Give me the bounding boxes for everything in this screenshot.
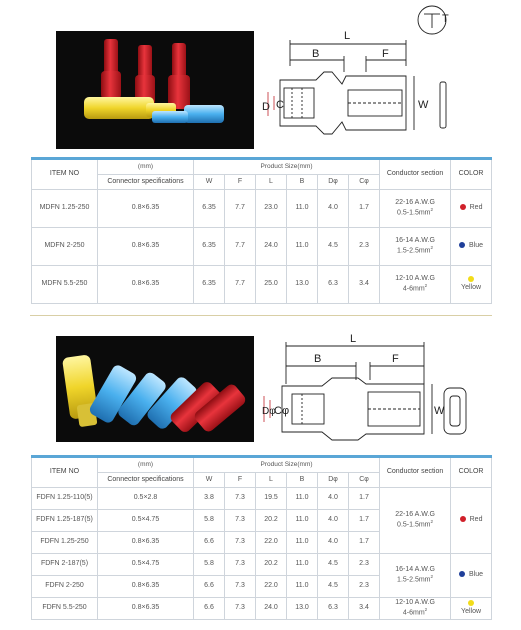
cell-W: 6.35 (194, 190, 225, 228)
cell-item: MDFN 2-250 (32, 228, 98, 266)
cell-Cphi: 1.7 (349, 190, 380, 228)
cell-B: 11.0 (287, 488, 318, 510)
dim-W: W (418, 99, 429, 111)
header-L: L (256, 175, 287, 190)
cell-conductor (380, 598, 451, 620)
cell-Dphi: 4.0 (318, 532, 349, 554)
header-B: B (287, 473, 318, 488)
header-product-size: Product Size(mm) (194, 159, 380, 175)
dim-L: L (350, 333, 357, 345)
cell-F: 7.7 (225, 190, 256, 228)
header-mm: (mm) (98, 159, 194, 175)
table-row (32, 190, 492, 228)
header-F: F (225, 473, 256, 488)
female-terminals-image (56, 336, 254, 442)
color-label: Blue (469, 571, 484, 579)
cell-W: 6.35 (194, 266, 225, 304)
header-item-no: ITEM NO (32, 457, 98, 488)
blue-dot-icon (459, 571, 465, 577)
cell-Cphi: 1.7 (349, 510, 380, 532)
dim-D: D (262, 101, 270, 113)
header-Cphi: Cφ (349, 175, 380, 190)
cell-L: 24.0 (256, 228, 287, 266)
awg-text: 16-14 A.W.G (395, 565, 435, 573)
awg-text: 22-16 A.W.G (395, 198, 435, 206)
table-row (32, 488, 492, 510)
product-photo-female (56, 336, 254, 442)
awg-text: 12-10 A.W.G (395, 274, 435, 282)
cell-conductor (380, 266, 451, 304)
cell-F: 7.3 (225, 576, 256, 598)
header-product-size: Product Size(mm) (194, 457, 380, 473)
cell-W: 3.8 (194, 488, 225, 510)
cell-Dphi: 4.0 (318, 190, 349, 228)
cell-W: 5.8 (194, 554, 225, 576)
header-Cphi: Cφ (349, 473, 380, 488)
color-label: Yellow (461, 284, 482, 292)
cell-F: 7.3 (225, 488, 256, 510)
cell-Dphi: 4.0 (318, 488, 349, 510)
cell-Cphi: 1.7 (349, 488, 380, 510)
cell-conn: 0.8×6.35 (98, 532, 194, 554)
cell-B: 13.0 (287, 598, 318, 620)
dim-B: B (312, 48, 320, 60)
cell-conn: 0.5×4.75 (98, 554, 194, 576)
cell-W: 6.6 (194, 598, 225, 620)
section-text: $4-6mm^2$ (402, 607, 428, 617)
dim-B: B (314, 353, 322, 365)
cell-conductor (380, 228, 451, 266)
cell-Cphi: 2.3 (349, 228, 380, 266)
dim-F: F (392, 353, 399, 365)
cell-item: FDFN 5.5-250 (32, 598, 98, 620)
cell-Cphi: 3.4 (349, 598, 380, 620)
male-spec-table (31, 157, 492, 304)
female-spec-table (31, 455, 492, 620)
header-L: L (256, 473, 287, 488)
header-Dphi: Dφ (318, 473, 349, 488)
header-color: COLOR (451, 159, 492, 190)
cell-W: 6.6 (194, 532, 225, 554)
color-label: Red (469, 516, 483, 524)
cell-color (451, 598, 492, 620)
cell-L: 20.2 (256, 554, 287, 576)
header-connector: Connector specifications (98, 175, 194, 190)
cell-F: 7.7 (225, 266, 256, 304)
cell-B: 11.0 (287, 554, 318, 576)
header-color: COLOR (451, 457, 492, 488)
female-terminal-drawing (262, 330, 472, 450)
cell-B: 13.0 (287, 266, 318, 304)
cell-color (451, 266, 492, 304)
blue-dot-icon (459, 242, 465, 248)
cell-Dphi: 4.0 (318, 510, 349, 532)
header-conductor: Conductor section (380, 159, 451, 190)
cell-Dphi: 4.5 (318, 554, 349, 576)
cell-color (451, 228, 492, 266)
male-terminal-drawing (262, 0, 462, 152)
cell-L: 24.0 (256, 598, 287, 620)
cell-L: 22.0 (256, 576, 287, 598)
red-dot-icon (460, 204, 466, 210)
cell-Dphi: 4.5 (318, 576, 349, 598)
cell-Cphi: 3.4 (349, 266, 380, 304)
cell-Dphi: 6.3 (318, 598, 349, 620)
dim-F: F (382, 48, 389, 60)
cell-Cphi: 1.7 (349, 532, 380, 554)
cell-B: 11.0 (287, 228, 318, 266)
cell-conn: 0.8×6.35 (98, 266, 194, 304)
cell-conn: 0.5×2.8 (98, 488, 194, 510)
cell-L: 20.2 (256, 510, 287, 532)
dim-W: W (434, 405, 445, 417)
awg-text: 22-16 A.W.G (395, 510, 435, 518)
header-conductor: Conductor section (380, 457, 451, 488)
cell-Cphi: 2.3 (349, 554, 380, 576)
cell-F: 7.3 (225, 532, 256, 554)
cell-item: FDFN 1.25-250 (32, 532, 98, 554)
cell-W: 6.35 (194, 228, 225, 266)
cell-item: MDFN 5.5-250 (32, 266, 98, 304)
cell-conductor (380, 554, 451, 598)
cell-color (451, 190, 492, 228)
cell-conn: 0.8×6.35 (98, 576, 194, 598)
cell-B: 11.0 (287, 576, 318, 598)
cell-Cphi: 2.3 (349, 576, 380, 598)
header-W: W (194, 473, 225, 488)
cell-L: 22.0 (256, 532, 287, 554)
color-label: Red (469, 204, 483, 212)
cell-F: 7.7 (225, 228, 256, 266)
table-row (32, 266, 492, 304)
cell-item: MDFN 1.25-250 (32, 190, 98, 228)
cell-conn: 0.8×6.35 (98, 190, 194, 228)
yellow-dot-icon (468, 276, 474, 282)
header-Dphi: Dφ (318, 175, 349, 190)
header-mm: (mm) (98, 457, 194, 473)
cell-conductor (380, 190, 451, 228)
header-W: W (194, 175, 225, 190)
cell-F: 7.3 (225, 598, 256, 620)
cell-item: FDFN 2-187(5) (32, 554, 98, 576)
dim-L: L (344, 30, 351, 42)
product-photo-male (56, 31, 254, 149)
awg-text: 12-10 A.W.G (395, 598, 435, 606)
table-row (32, 228, 492, 266)
table-row (32, 554, 492, 576)
section-divider (30, 315, 492, 316)
male-terminals-image (56, 31, 254, 149)
section-text: $1.5-2.5mm^2$ (397, 574, 434, 584)
cell-conn: 0.8×6.35 (98, 598, 194, 620)
header-F: F (225, 175, 256, 190)
cell-B: 11.0 (287, 190, 318, 228)
cell-L: 23.0 (256, 190, 287, 228)
yellow-dot-icon (468, 600, 474, 606)
cell-L: 25.0 (256, 266, 287, 304)
dim-T: T (442, 13, 449, 25)
red-dot-icon (460, 516, 466, 522)
dim-D: Dφ (262, 406, 276, 417)
color-label: Blue (469, 242, 484, 250)
cell-conn: 0.5×4.75 (98, 510, 194, 532)
dim-C: C (276, 99, 284, 111)
header-connector: Connector specifications (98, 473, 194, 488)
awg-text: 16-14 A.W.G (395, 236, 435, 244)
cell-conductor (380, 488, 451, 554)
dim-C: Cφ (274, 405, 290, 417)
cell-W: 6.6 (194, 576, 225, 598)
color-label: Yellow (461, 608, 482, 616)
cell-conn: 0.8×6.35 (98, 228, 194, 266)
cell-item: FDFN 2-250 (32, 576, 98, 598)
cell-B: 11.0 (287, 532, 318, 554)
cell-item: FDFN 1.25-187(5) (32, 510, 98, 532)
cell-item: FDFN 1.25-110(5) (32, 488, 98, 510)
section-text: $0.5-1.5mm^2$ (397, 207, 434, 217)
section-text: $4-6mm^2$ (402, 283, 428, 293)
section-text: $0.5-1.5mm^2$ (397, 519, 434, 529)
section-text: $1.5-2.5mm^2$ (397, 245, 434, 255)
cell-B: 11.0 (287, 510, 318, 532)
cell-W: 5.8 (194, 510, 225, 532)
header-item-no: ITEM NO (32, 159, 98, 190)
header-B: B (287, 175, 318, 190)
cell-F: 7.3 (225, 554, 256, 576)
cell-F: 7.3 (225, 510, 256, 532)
cell-Dphi: 4.5 (318, 228, 349, 266)
table-row (32, 598, 492, 620)
cell-color (451, 488, 492, 554)
cell-Dphi: 6.3 (318, 266, 349, 304)
cell-L: 19.5 (256, 488, 287, 510)
cell-color (451, 554, 492, 598)
